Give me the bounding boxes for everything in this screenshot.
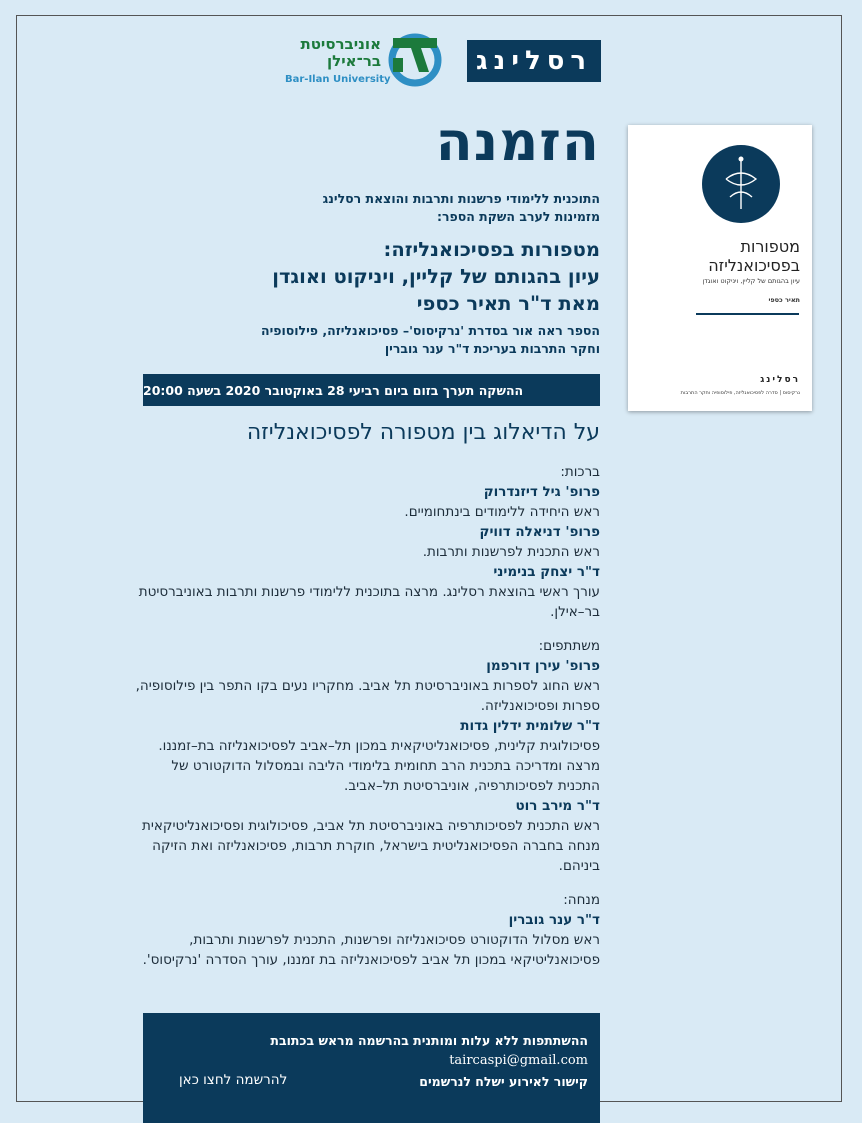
participants-heading: משתתפים: bbox=[538, 638, 600, 654]
book-cover-series-note: נרקיסוס | סדרה לפסיכואנליזה, פילוסופיה וחקר התרבות bbox=[680, 390, 800, 396]
speaker-name: פרופ' עירן דורפמן bbox=[486, 658, 600, 674]
program-section bbox=[130, 462, 600, 970]
university-name-en: Bar-Ilan University bbox=[285, 74, 391, 85]
speaker-desc: ראש התכנית לפסיכותרפיה באוניברסיטת תל אביב, פסיכולוגית ופסיכואנליטיקאית מנחה בחברה הפסיכואנליטית בישראל, חוקרת תרבות, פסיכואנליזה ואת הזיקה ביניהם. bbox=[141, 818, 600, 874]
speaker-desc: פסיכולוגית קלינית, פסיכואנליטיקאית במכון תל–אביב לפסיכואנליזה בת–זמננו. מרצה ומדריכה בתכנית הרב תחומית בלימודי הליבה ובמסלול הדוקטורט של התכנית לפסיכותרפיה, אוניברסיטת תל–אביב. bbox=[158, 738, 600, 794]
speaker-name: ד"ר שלומית ידלין גדות bbox=[460, 718, 600, 734]
registration-email[interactable]: taircaspi@gmail.com bbox=[449, 1053, 588, 1068]
speaker-item bbox=[130, 796, 600, 876]
book-cover-publisher: רסלינג bbox=[760, 375, 800, 385]
speaker-name: ד"ר יצחק בנימיני bbox=[493, 564, 600, 580]
link-note: קישור לאירוע ישלח לנרשמים bbox=[419, 1074, 588, 1089]
speaker-desc: ראש מסלול הדוקטורט פסיכואנליזה ופרשנות, התכנית לפרשנות ותרבות, פסיכואנליטיקאי במכון תל אביב לפסיכואנליזה בת זמננו, עורך הסדרה 'נרקיסוס'. bbox=[142, 932, 600, 968]
speaker-desc: עורך ראשי בהוצאת רסלינג. מרצה בתוכנית ללימודי פרשנות ותרבות באוניברסיטת בר–אילן. bbox=[138, 584, 600, 620]
university-logo bbox=[282, 28, 457, 90]
speaker-item bbox=[130, 910, 600, 970]
book-cover-subtitle: עיון בהגותם של קליין, ויניקוט ואוגדן bbox=[702, 277, 800, 285]
intro-text: התוכנית ללימודי פרשנות ותרבות והוצאת רסלינג מזמינות לערב השקת הספר: bbox=[322, 191, 600, 224]
speaker-item bbox=[130, 656, 600, 716]
registration-footer bbox=[143, 1013, 600, 1123]
page-title: הזמנה bbox=[435, 110, 600, 173]
registration-note: ההשתתפות ללא עלות ומותנית בהרשמה מראש בכתובת bbox=[270, 1033, 588, 1048]
speaker-name: ד"ר מירב רוט bbox=[515, 798, 600, 814]
speaker-item bbox=[130, 562, 600, 622]
book-cover-illustration-icon bbox=[702, 145, 780, 223]
speaker-item bbox=[130, 716, 600, 796]
speaker-name: פרופ' דניאלה דוויק bbox=[479, 524, 600, 540]
speaker-desc: ראש התכנית לפרשנות ותרבות. bbox=[422, 544, 600, 560]
speaker-desc: ראש החוג לספרות באוניברסיטת תל אביב. מחקריו נעים בקו התפר בין פילוסופיה, ספרות ופסיכואנליזה. bbox=[135, 678, 600, 714]
book-cover-emblem-icon bbox=[702, 145, 780, 223]
speaker-name: פרופ' גיל דיזנדרוק bbox=[483, 484, 600, 500]
event-subtitle: על הדיאלוג בין מטפורה לפסיכואנליזה bbox=[246, 420, 600, 445]
moderator-heading: מנחה: bbox=[563, 892, 600, 908]
speaker-item bbox=[130, 522, 600, 562]
book-title: מטפורות בפסיכואנליזה: עיון בהגותם של קליין, ויניקוט ואוגדן מאת ד"ר תאיר כספי bbox=[272, 238, 600, 315]
launch-banner: ההשקה תערך בזום ביום רביעי 28 באוקטובר 2020 בשעה 20:00 bbox=[143, 374, 600, 406]
book-cover-rule bbox=[696, 313, 799, 315]
register-link[interactable]: להרשמה לחצו כאן bbox=[179, 1072, 288, 1088]
book-cover-image bbox=[628, 125, 812, 411]
speaker-item bbox=[130, 482, 600, 522]
series-info: הספר ראה אור בסדרת 'נרקיסוס'– פסיכואנליזה, פילוסופיה וחקר התרבות בעריכת ד"ר ענר גוברין bbox=[260, 323, 600, 356]
university-emblem-icon bbox=[385, 28, 445, 88]
university-name-he: אוניברסיטת בר־אילן bbox=[300, 35, 381, 70]
greetings-heading: ברכות: bbox=[560, 464, 600, 480]
book-cover-title: מטפורות בפסיכואנליזה bbox=[708, 237, 800, 275]
book-cover-author: תאיר כספי bbox=[768, 296, 800, 304]
publisher-logo-text: רסלינג bbox=[475, 46, 593, 76]
speaker-desc: ראש היחידה ללימודים בינתחומיים. bbox=[404, 504, 600, 520]
speaker-name: ד"ר ענר גוברין bbox=[508, 912, 600, 928]
publisher-logo bbox=[467, 40, 601, 82]
